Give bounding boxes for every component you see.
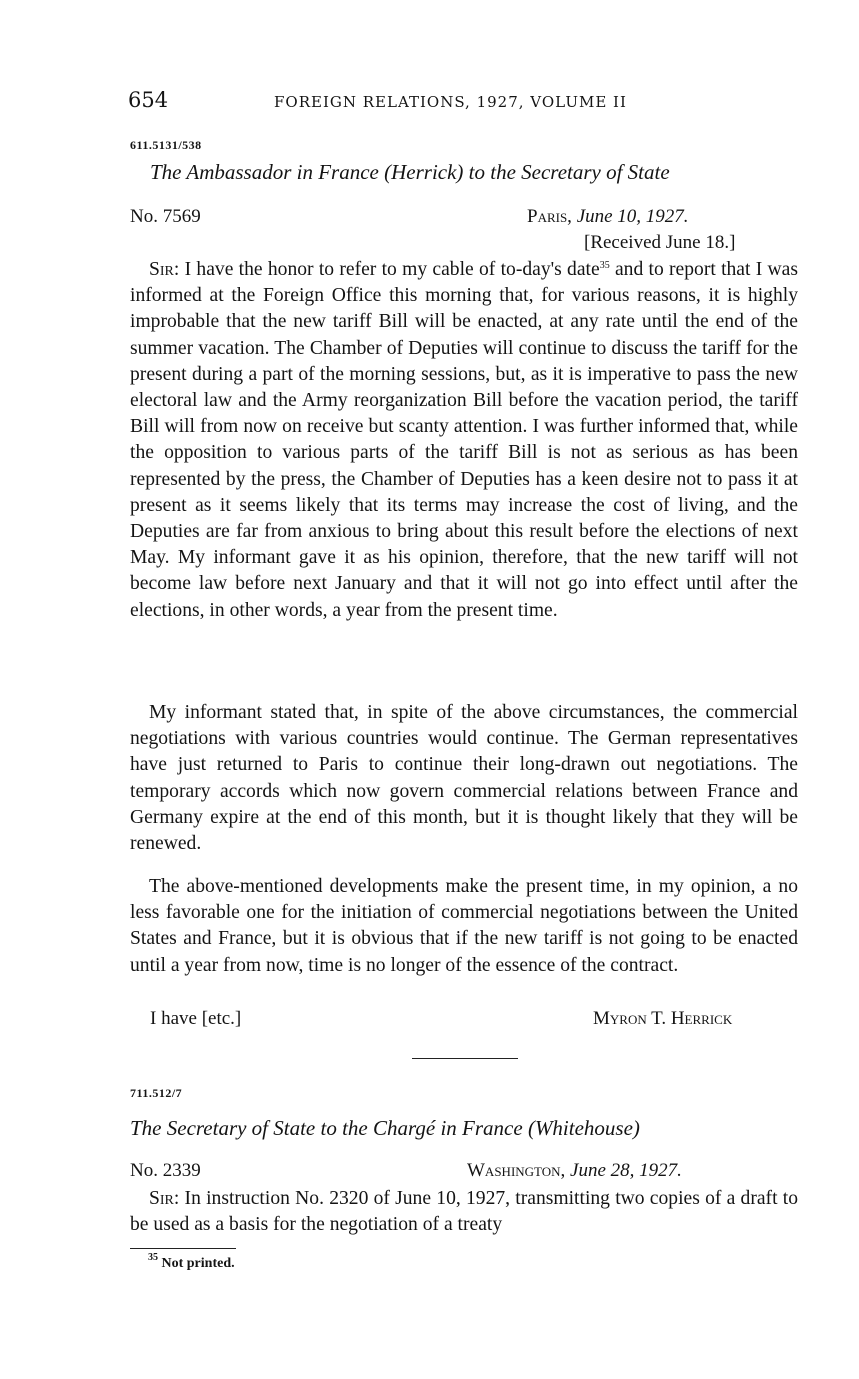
paragraph-text: My informant stated that, in spite of the above circumstances, the commercial negotiations with various countries would continue. The German representatives have just returned to Paris to continue their long-drawn out negotiations. The temporary accords which now govern commercial relations between France and Germany expire at the end of this month, but it is thought likely that they will be renewed. (130, 702, 798, 855)
footnote-ref: 35 (599, 260, 610, 271)
running-title: FOREIGN RELATIONS, 1927, VOLUME II (274, 93, 627, 111)
paragraph (130, 874, 798, 979)
dateline (527, 206, 689, 228)
footnote-text: Not printed. (158, 1256, 235, 1271)
date: June 28, 1927. (570, 1160, 682, 1181)
salutation: Sir: (149, 1188, 180, 1209)
received-note: [Received June 18.] (584, 232, 736, 253)
closing: I have [etc.] (150, 1008, 242, 1029)
heading-text: The Secretary of State to the Chargé in France ( (130, 1116, 535, 1140)
salutation: Sir: (149, 259, 180, 280)
heading-text: ) (632, 1116, 640, 1140)
heading-name: Herrick (391, 160, 457, 184)
running-head (128, 88, 798, 118)
heading-text: ) to the Secretary of State (456, 160, 670, 184)
heading-text: The Ambassador in France ( (150, 160, 392, 184)
document-number: No. 2339 (130, 1160, 201, 1181)
section-divider (412, 1058, 518, 1059)
file-number: 711.512/7 (130, 1086, 183, 1100)
paragraph (130, 700, 798, 857)
place: Paris, (527, 206, 572, 227)
paragraph-text: The above-mentioned developments make the present time, in my opinion, a no less favorable one for the initiation of commercial negotiations between the United States and France, but it is obvious that if the new tariff is not going to be enacted until a year from now, time is no longer of the essence of the contract. (130, 876, 798, 976)
dateline (467, 1160, 682, 1182)
footnote-number: 35 (148, 1252, 158, 1263)
paragraph-text: and to report that I was informed at the Foreign Office this morning that, for various reasons, it is highly improbable that the new tariff Bill will be enacted, at any rate until the end of the summer vacation. The Chamber of Deputies will continue to discuss the tariff for the present during a part of the morning sessions, but, as it is imperative to pass the new electoral law and the Army reorganization Bill before the vacation period, the tariff Bill will from now on receive but scanty attention. I was further informed that, while the opposition to various parts of the tariff Bill is not as serious as has been represented by the press, the Chamber of Deputies has a keen desire not to pass it at present as it seems likely that its terms may increase the cost of living, and the Deputies are far from anxious to bring about this result before the elections of next May. My informant gave it as his opinion, therefore, that the new tariff will not become law before next January and that it will not go into effect until after the elections, in other words, a year from the present time. (130, 259, 798, 621)
document-heading (150, 160, 670, 185)
file-number: 611.5131/538 (130, 138, 202, 152)
place: Washington, (467, 1160, 566, 1181)
paragraph-text: I have the honor to refer to my cable of to-day's date (179, 259, 600, 280)
signature: Myron T. Herrick (593, 1008, 733, 1029)
paragraph (130, 257, 798, 624)
date: June 10, 1927. (576, 206, 689, 227)
footnote (148, 1252, 235, 1272)
document-heading (130, 1116, 640, 1141)
paragraph-text: In instruction No. 2320 of June 10, 1927, transmitting two copies of a draft to be used as a basis for the negotiation of a treaty (130, 1188, 798, 1236)
page-number: 654 (128, 88, 169, 112)
paragraph (130, 1186, 798, 1238)
document-number: No. 7569 (130, 206, 201, 227)
heading-name: Whitehouse (534, 1116, 633, 1140)
footnote-rule (130, 1248, 236, 1249)
